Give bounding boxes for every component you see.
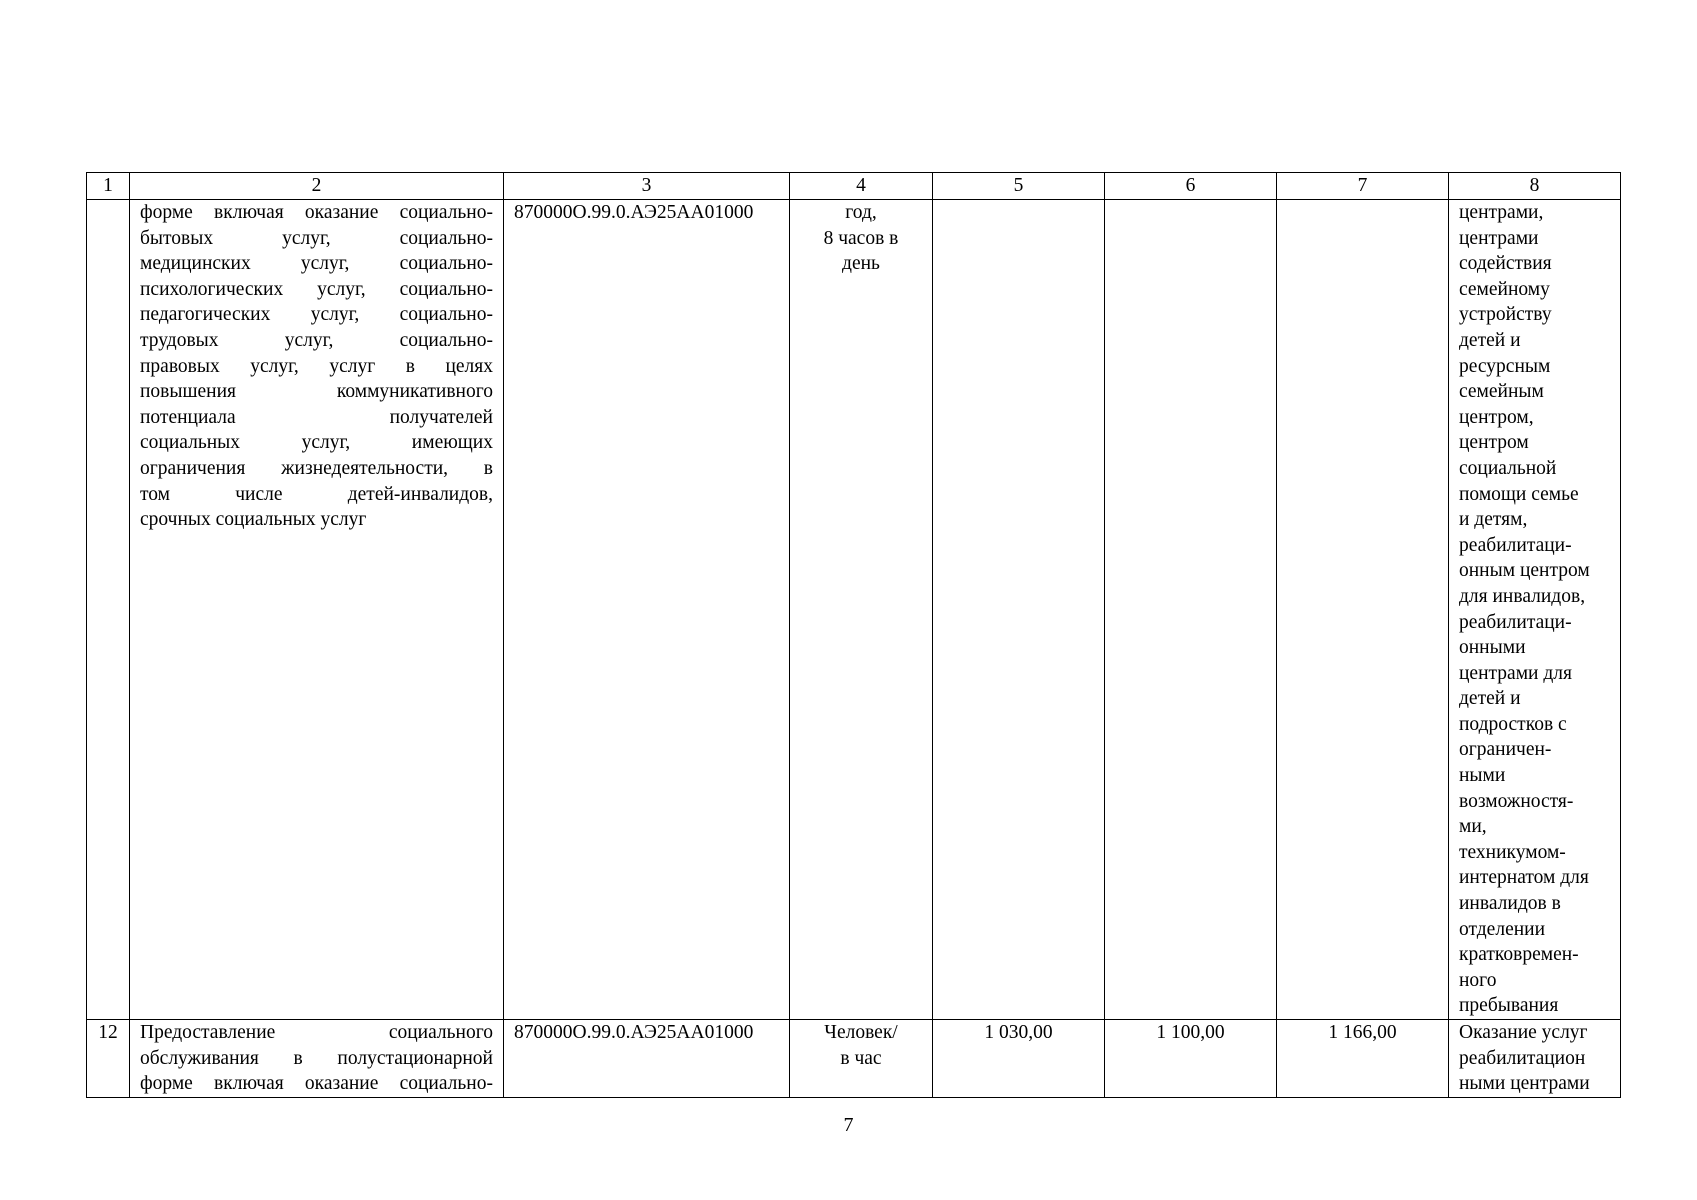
provider-note: центрами, центрами содействия семейному устройству детей и ресурсным семейным центром, центром социальной помощи семье и детям, реабилитаци- онным центром для инвалидов, реабилитаци- онными центрами для детей и подростков с ограничен- ными возможностя- ми, техникумом- интернатом для инвалидов в отделении кратковремен- ного пребывания	[1449, 200, 1621, 1020]
table-row	[87, 1020, 1621, 1098]
header-col-8: 8	[1449, 173, 1621, 200]
service-name: Предоставление социального обслуживания в полустационарной форме включая оказание социально-	[130, 1020, 504, 1098]
service-code: 870000О.99.0.АЭ25АА01000	[504, 1020, 790, 1098]
page-number: 7	[843, 1114, 854, 1136]
provider-note: Оказание услуг реабилитацион ными центрами	[1449, 1020, 1621, 1098]
service-code: 870000О.99.0.АЭ25АА01000	[504, 200, 790, 1020]
service-name: форме включая оказание социально- бытовых услуг, социально- медицинских услуг, социально- психологических услуг, социально- педагогических услуг, социально- трудовых услуг, социально- правовых услуг, услуг в целях повышения коммуникативного потенциала получателей социальных услуг, имеющих ограничения жизнедеятельности, в том числе детей-инвалидов, срочных социальных услуг	[130, 200, 504, 1020]
header-col-3: 3	[504, 173, 790, 200]
services-table	[86, 172, 1621, 1098]
header-col-2: 2	[130, 173, 504, 200]
table-row	[87, 200, 1621, 1020]
unit-of-measure: год, 8 часов в день	[790, 200, 933, 1020]
row-number: 12	[87, 1020, 130, 1098]
value-col-6	[1105, 200, 1277, 1020]
header-col-1: 1	[87, 173, 130, 200]
value-col-6: 1 100,00	[1105, 1020, 1277, 1098]
row-number	[87, 200, 130, 1020]
value-col-7	[1277, 200, 1449, 1020]
header-row	[87, 173, 1621, 200]
header-col-7: 7	[1277, 173, 1449, 200]
value-col-5	[933, 200, 1105, 1020]
unit-of-measure: Человек/ в час	[790, 1020, 933, 1098]
header-col-5: 5	[933, 173, 1105, 200]
value-col-5: 1 030,00	[933, 1020, 1105, 1098]
header-col-4: 4	[790, 173, 933, 200]
value-col-7: 1 166,00	[1277, 1020, 1449, 1098]
header-col-6: 6	[1105, 173, 1277, 200]
